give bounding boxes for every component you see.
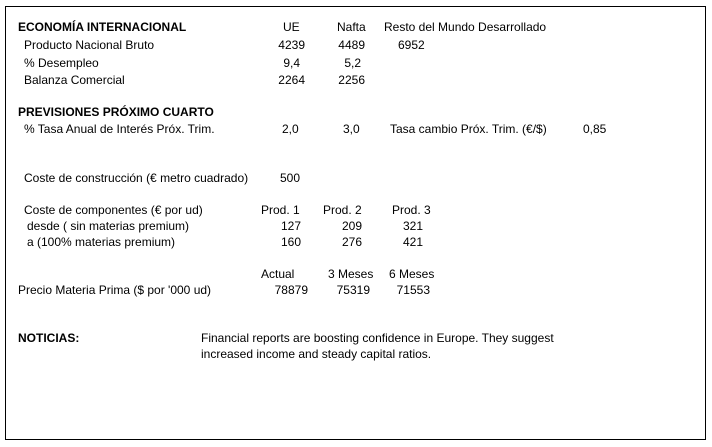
components-min-prod2: 209 <box>341 219 362 233</box>
news-text-line1: Financial reports are boosting confidence in Europe. They suggest <box>201 331 554 345</box>
col-header-prod3: Prod. 3 <box>392 203 431 217</box>
value-unemployment-nafta: 5,2 <box>344 56 361 70</box>
raw-material-3-months: 75319 <box>336 283 370 297</box>
components-cost-label: Coste de componentes (€ por ud) <box>24 203 203 217</box>
col-header-6-months: 6 Meses <box>389 267 435 281</box>
col-header-ue: UE <box>283 20 300 34</box>
value-trade-balance-ue: 2264 <box>278 73 305 87</box>
value-gnp-rest: 6952 <box>398 38 425 52</box>
components-max-prod3: 421 <box>402 235 423 249</box>
raw-material-price-label: Precio Materia Prima ($ por '000 ud) <box>18 283 212 297</box>
value-gnp-ue: 4239 <box>278 38 305 52</box>
col-header-rest: Resto del Mundo Desarrollado <box>384 20 547 34</box>
value-trade-balance-nafta: 2256 <box>338 73 365 87</box>
international-heading: ECONOMÍA INTERNACIONAL <box>18 20 187 34</box>
raw-material-6-months: 71553 <box>396 283 430 297</box>
news-label: NOTICIAS: <box>18 331 80 345</box>
value-gnp-nafta: 4489 <box>338 38 365 52</box>
forecast-heading: PREVISIONES PRÓXIMO CUARTO <box>18 105 214 119</box>
components-max-label: a (100% materias premium) <box>27 235 176 249</box>
row-label-gnp: Producto Nacional Bruto <box>24 38 155 52</box>
construction-cost-label: Coste de construcción (€ metro cuadrado) <box>24 171 249 185</box>
exchange-rate-value: 0,85 <box>583 122 607 136</box>
value-unemployment-ue: 9,4 <box>283 56 300 70</box>
interest-rate-nafta: 3,0 <box>343 122 360 136</box>
components-min-label: desde ( sin materias premium) <box>27 219 190 233</box>
raw-material-actual: 78879 <box>274 283 308 297</box>
row-label-trade-balance: Balanza Comercial <box>24 73 125 87</box>
col-header-actual: Actual <box>261 267 295 281</box>
components-min-prod1: 127 <box>280 219 301 233</box>
interest-rate-label: % Tasa Anual de Interés Próx. Trim. <box>24 122 215 136</box>
components-max-prod2: 276 <box>341 235 362 249</box>
exchange-rate-label: Tasa cambio Próx. Trim. (€/$) <box>390 122 547 136</box>
construction-cost-value: 500 <box>280 171 301 185</box>
components-max-prod1: 160 <box>280 235 301 249</box>
col-header-prod1: Prod. 1 <box>261 203 300 217</box>
col-header-nafta: Nafta <box>337 20 366 34</box>
components-min-prod3: 321 <box>402 219 423 233</box>
col-header-prod2: Prod. 2 <box>323 203 362 217</box>
interest-rate-ue: 2,0 <box>282 122 299 136</box>
row-label-unemployment: % Desempleo <box>24 56 99 70</box>
news-text-line2: increased income and steady capital ratios. <box>201 347 432 361</box>
col-header-3-months: 3 Meses <box>328 267 374 281</box>
